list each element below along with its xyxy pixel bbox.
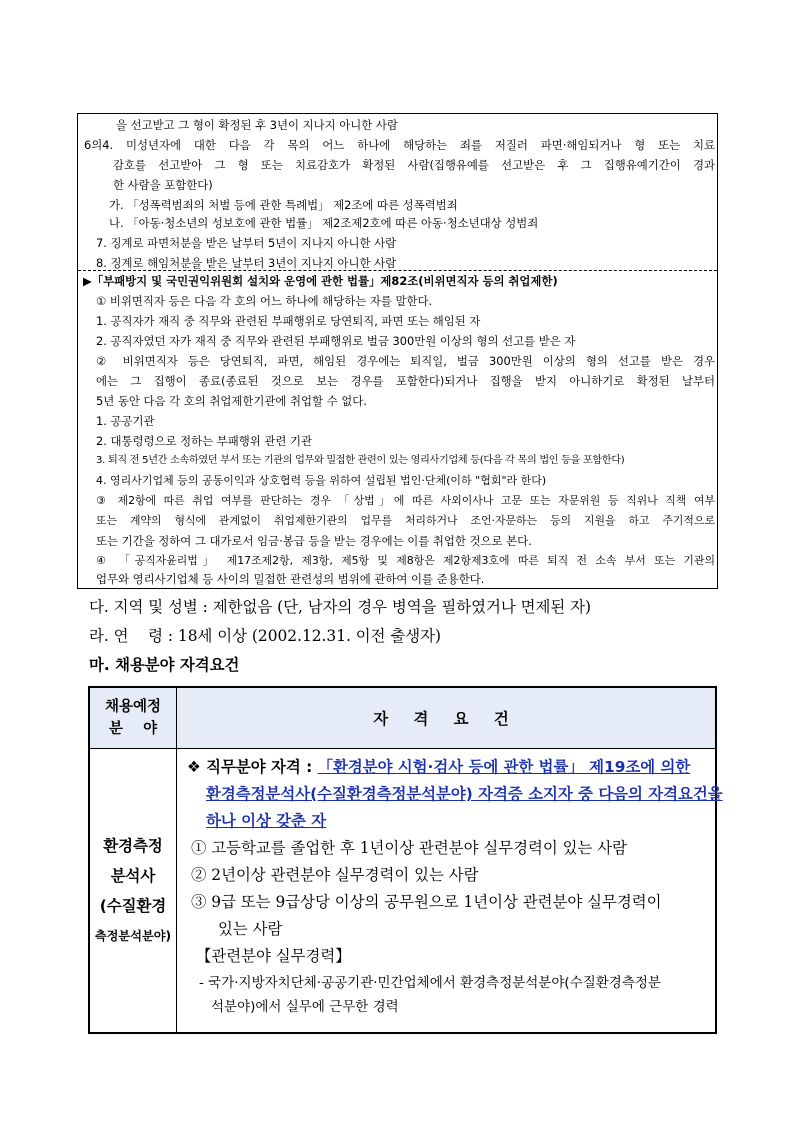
condition-item: ② 2년이상 관련분야 실무경력이 있는 사람 [191,866,479,884]
text-line: 2. 공직자였던 자가 재직 중 직무와 관련된 부패행위로 벌금 300만원 이상의 형의 선고를 받은 자 [96,334,576,348]
condition-item: ① 고등학교를 졸업한 후 1년이상 관련분야 실무경력이 있는 사람 [191,839,628,857]
text-line: 1. 공직자가 재직 중 직무와 관련된 부패행위로 당연퇴직, 파면 또는 해임된 자 [96,314,481,328]
region-gender-requirement: 다. 지역 및 성별 : 제한없음 (단, 남자의 경우 병역을 필하였거나 면제된 자) [89,598,591,616]
field-name-line: 측정분석분야) [94,928,172,943]
qualification-table [88,686,723,1034]
text-line: 한 사람을 포함한다) [113,178,213,192]
field-name-line: (수질환경 [99,896,167,915]
header-field [89,687,177,749]
condition-item: ③ 9급 또는 9급상당 이상의 공무원으로 1년이상 관련분야 실무경력이 [191,893,662,911]
text-line: 8. 징계로 해임처분을 받은 날부터 3년이 지나지 아니한 사람 [96,256,397,270]
law-reference-link[interactable]: 하나 이상 갖춘 자 [206,812,327,830]
text-line: 6의4. 미성년자에 대한 다음 각 목의 어느 하나에 해당하는 죄를 저질러 파면·해임되거나 형 또는 치료 [84,138,715,152]
text-line: 에는 그 집행이 종료(종료된 것으로 보는 경우를 포함한다)되거나 집행을 받지 아니하기로 확정된 날부터 [96,374,715,388]
text-line: 1. 공공기관 [96,414,155,428]
text-line: 을 선고받고 그 형이 확정된 후 3년이 지나지 아니한 사람 [116,118,398,132]
text-line: 7. 징계로 파면처분을 받은 날부터 5년이 지나지 아니한 사람 [96,236,397,250]
text-line: 가. 「성폭력범죄의 처벌 등에 관한 특례법」 제2조에 따른 성폭력범죄 [109,198,458,212]
text-line: 3. 퇴직 전 5년간 소속하였던 부서 또는 기관의 업무와 밀접한 관련이 있는 영리사기업체 등(다음 각 목의 법인 등을 포함한다) [96,455,625,466]
job-field-label: ❖ 직무분야 자격 : [187,758,318,776]
field-requirements-heading: 마. 채용분야 자격요건 [89,656,240,674]
law-reference-link[interactable]: 환경측정분석사(수질환경측정분석분야) 자격증 소지자 중 다음의 자격요건을 [206,785,723,803]
text-line: 4. 영리사기업체 등의 공동이익과 상호협력 등을 위하여 설립된 법인·단체(이하 "협회"라 한다) [96,474,547,487]
field-name-cell [89,749,177,1034]
experience-line: - 국가·지방자치단체·공공기관·민간업체에서 환경측정분석분야(수질환경측정분 [199,975,661,991]
text-line: 2. 대통령령으로 정하는 부패행위 관련 기관 [96,434,313,448]
text-line: ③ 제2항에 따른 취업 여부를 판단하는 경우 「상법」에 따른 사외이사나 고문 또는 자문위원 등 직위나 직책 여부 [96,494,715,507]
section-title: ▶「부패방지 및 국민권익위원회 설치와 운영에 관한 법률」제82조(비위면직자 등의 취업제한) [83,274,558,288]
field-name-line: 분석사 [110,866,156,885]
text-line: 감호를 선고받아 그 형 또는 치료감호가 확정된 사람(집행유예를 선고받은 후 그 집행유예기간이 경과 [113,158,715,172]
header-qualification: 자 격 요 건 [177,687,717,749]
text-line: 또는 기간을 정하여 그 대가로서 임금·봉급 등을 받는 경우에는 이를 취업한 것으로 본다. [96,534,532,548]
text-line: 나. 「아동·청소년의 성보호에 관한 법률」 제2조제2호에 따른 아동·청소년대상 성범죄 [109,216,539,230]
field-name-line: 환경측정 [103,836,163,855]
text-line: ④ 「공직자윤리법」 제17조제2항, 제3항, 제5항 및 제8항은 제2항제3호에 따른 퇴직 전 소속 부서 또는 기관의 [96,554,715,567]
text-line: 5년 동안 다음 각 호의 취업제한기관에 취업할 수 없다. [96,394,367,408]
experience-heading: 【관련분야 실무경력】 [196,947,351,965]
age-requirement: 라. 연 령 : 18세 이상 (2002.12.31. 이전 출생자) [89,627,442,645]
header-field-line: 분 야 [108,721,158,737]
text-line: 업무와 영리사기업체 등 사이의 밀접한 관련성의 범위에 관하여 이를 준용한다. [96,572,485,586]
table-row [89,749,716,1034]
text-line: ① 비위면직자 등은 다음 각 호의 어느 하나에 해당하는 자를 말한다. [96,294,433,308]
experience-line: 석분야)에서 실무에 근무한 경력 [211,999,399,1015]
qualification-content-cell [177,749,723,1034]
header-field-line: 채용예정 [104,699,162,715]
dashed-divider [78,270,717,271]
disqualification-box [77,113,718,589]
condition-item: 있는 사람 [218,920,283,938]
law-reference-link[interactable]: 「환경분야 시험·검사 등에 관한 법률」 제19조에 의한 [317,758,691,776]
text-line: 또는 계약의 형식에 관계없이 취업제한기관의 업무를 처리하거나 조언·자문하는 등의 지원을 하고 주기적으로 [96,514,715,527]
text-line: ② 비위면직자 등은 당연퇴직, 파면, 해임된 경우에는 퇴직일, 벌금 300만원 이상의 형의 선고를 받은 경우 [96,354,715,368]
table-header-row [89,687,716,749]
